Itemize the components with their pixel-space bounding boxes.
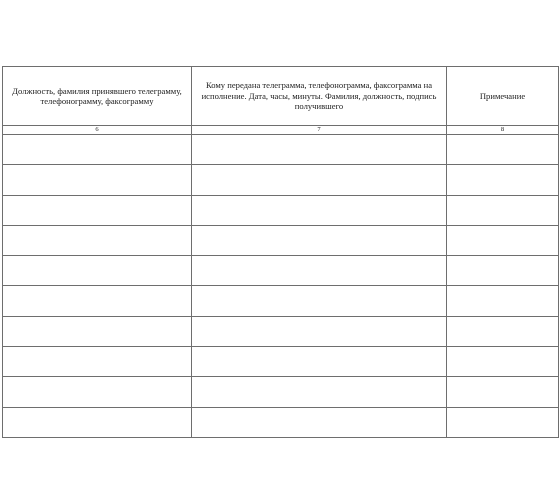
table-row (3, 195, 559, 225)
table-cell[interactable] (3, 407, 192, 437)
column-number-6: 6 (3, 126, 192, 135)
table-cell[interactable] (447, 135, 559, 165)
header-row (3, 67, 559, 126)
table-cell[interactable] (192, 195, 447, 225)
table-cell[interactable] (447, 316, 559, 346)
column-number-8: 8 (447, 126, 559, 135)
table-cell[interactable] (447, 195, 559, 225)
table-cell[interactable] (3, 377, 192, 407)
header-note: Примечание (447, 67, 559, 126)
table-cell[interactable] (3, 286, 192, 316)
table-cell[interactable] (447, 225, 559, 255)
table-cell[interactable] (447, 407, 559, 437)
table-row (3, 347, 559, 377)
table-cell[interactable] (3, 225, 192, 255)
header-handed-over-to: Кому передана телеграмма, телефонограмма, факсограмма на исполнение. Дата, часы, минуты. Фамилия, должность, подпись получившего (192, 67, 447, 126)
table-cell[interactable] (192, 377, 447, 407)
table-cell[interactable] (192, 316, 447, 346)
table-cell[interactable] (192, 256, 447, 286)
table-cell[interactable] (3, 195, 192, 225)
table-cell[interactable] (447, 286, 559, 316)
table-cell[interactable] (447, 347, 559, 377)
table-row (3, 225, 559, 255)
table-cell[interactable] (3, 347, 192, 377)
table-row (3, 316, 559, 346)
table-row (3, 256, 559, 286)
table-cell[interactable] (447, 256, 559, 286)
table-row (3, 286, 559, 316)
table-cell[interactable] (3, 256, 192, 286)
table-cell[interactable] (192, 347, 447, 377)
table-cell[interactable] (3, 135, 192, 165)
table-cell[interactable] (192, 407, 447, 437)
table-row (3, 165, 559, 195)
column-number-7: 7 (192, 126, 447, 135)
table-cell[interactable] (192, 286, 447, 316)
table-row (3, 407, 559, 437)
table-cell[interactable] (192, 135, 447, 165)
table-body (3, 135, 559, 438)
table-row (3, 135, 559, 165)
table-cell[interactable] (3, 316, 192, 346)
table-cell[interactable] (447, 165, 559, 195)
table-row (3, 377, 559, 407)
telegram-log-table (2, 66, 559, 438)
header-receiver-position-name: Должность, фамилия принявшего телеграмму, телефонограмму, факсограмму (3, 67, 192, 126)
table-cell[interactable] (192, 225, 447, 255)
table-cell[interactable] (3, 165, 192, 195)
table-cell[interactable] (447, 377, 559, 407)
table-cell[interactable] (192, 165, 447, 195)
column-number-row (3, 126, 559, 135)
